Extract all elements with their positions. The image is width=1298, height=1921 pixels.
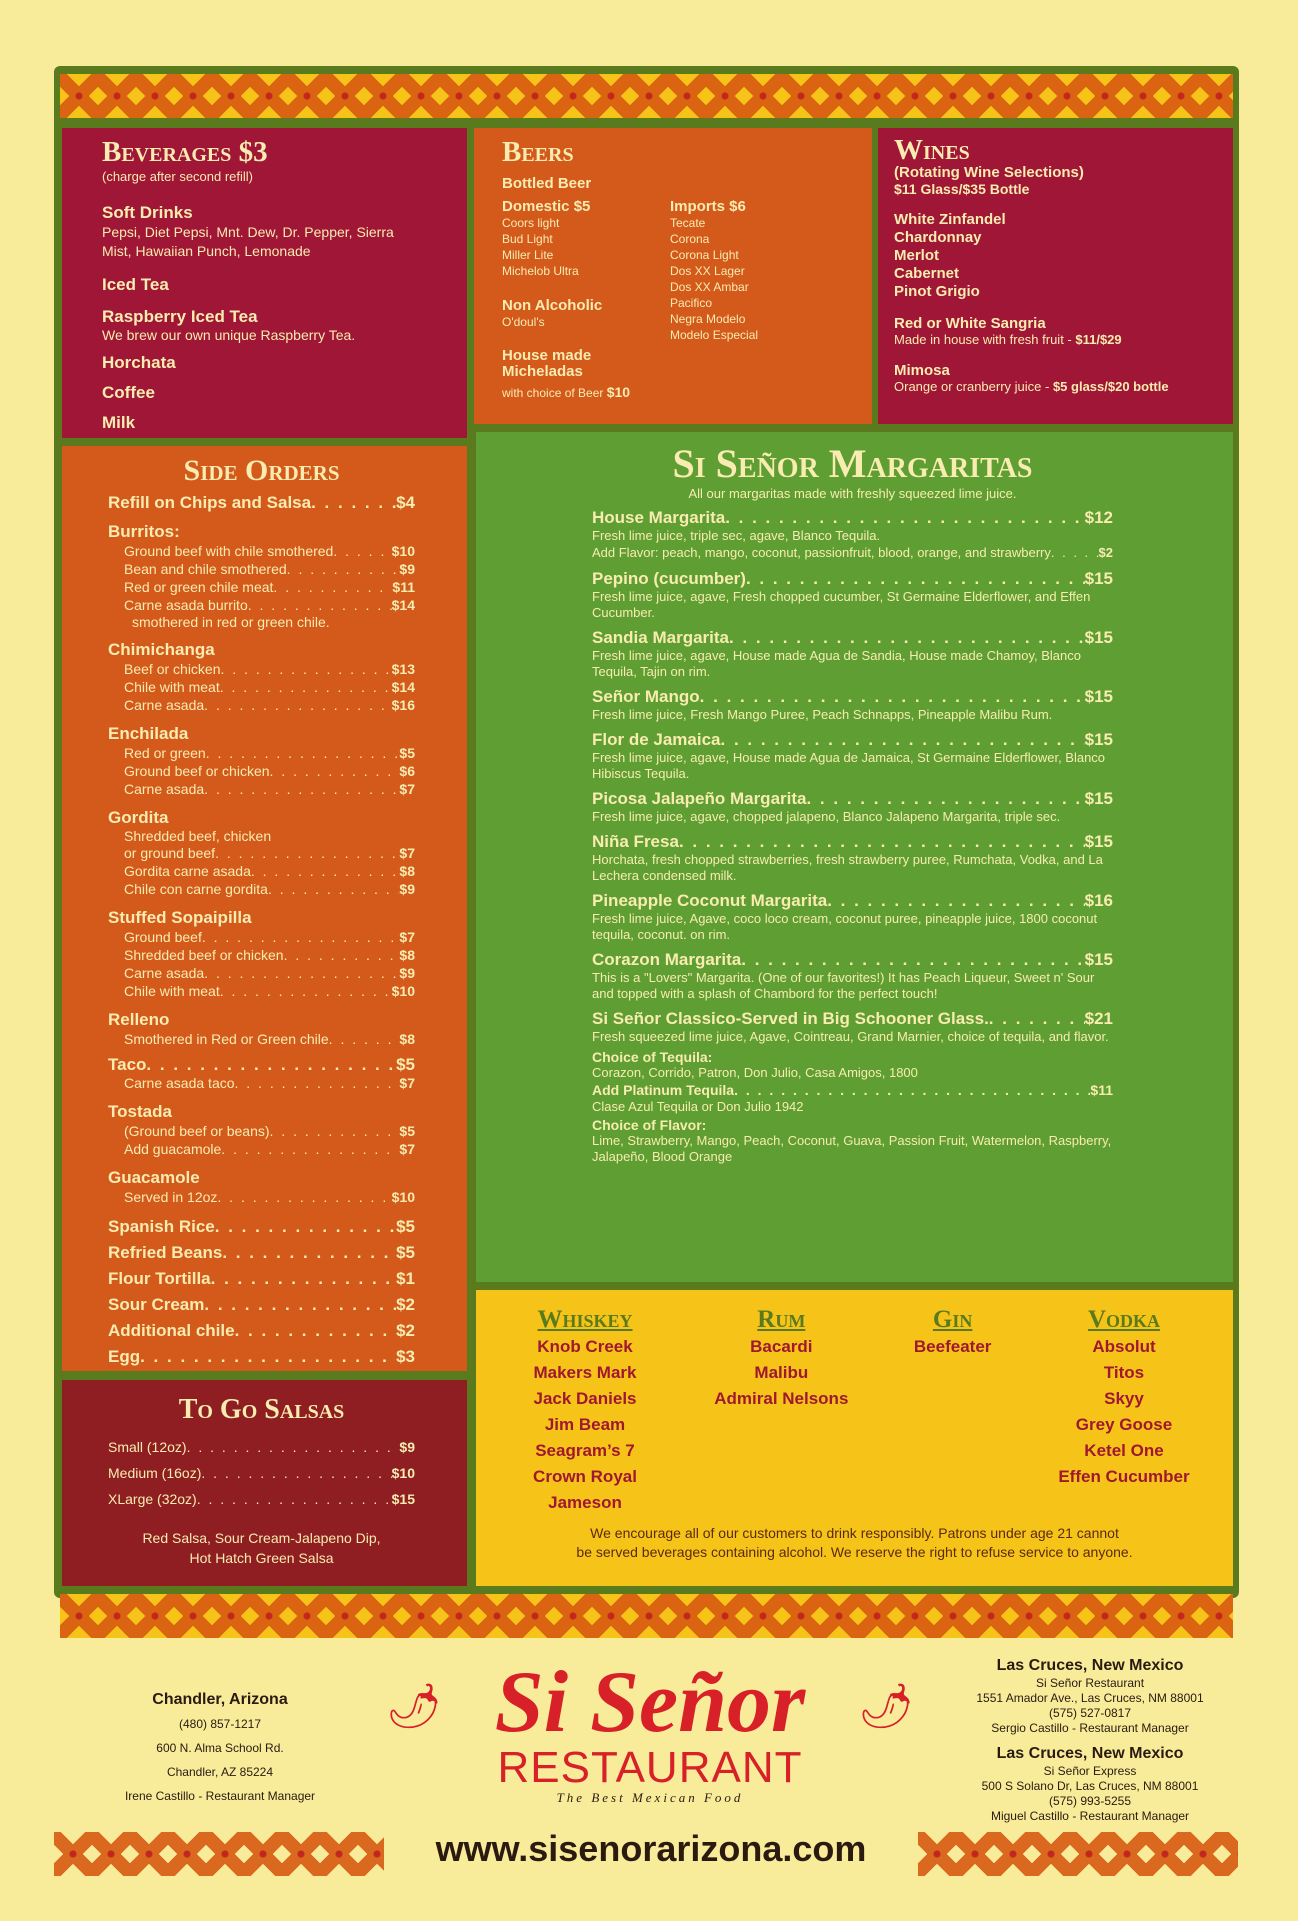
vodka-5: Effen Cucumber bbox=[1058, 1467, 1190, 1486]
margarita-desc: Fresh lime juice, agave, chopped jalapeno, Blanco Jalapeno Margarita, triple sec. bbox=[592, 809, 1061, 824]
margarita-item bbox=[592, 789, 1113, 825]
tostada-heading: Tostada bbox=[108, 1102, 172, 1121]
burrito-row-3: Carne asada burrito . . . $14 bbox=[124, 596, 415, 614]
guac-row: Served in 12oz . . . $10 bbox=[124, 1188, 415, 1206]
choice-flavor: Choice of Flavor: bbox=[592, 1117, 707, 1133]
vodka-2: Skyy bbox=[1104, 1389, 1144, 1408]
platinum-list: Clase Azul Tequila or Don Julio 1942 bbox=[592, 1099, 804, 1114]
tostada-row-0: (Ground beef or beans) . . . $5 bbox=[124, 1122, 415, 1140]
vodka-3: Grey Goose bbox=[1075, 1415, 1173, 1434]
enchilada-heading: Enchilada bbox=[108, 724, 189, 743]
margarita-name: Pepino (cucumber) bbox=[592, 569, 746, 588]
las-cruces-location-2: Las Cruces, New Mexico Si Señor Express 500 S Solano Dr, Las Cruces, NM 88001 (575) 993-5255 Miguel Castillo - Restaurant Manager bbox=[981, 1745, 1199, 1823]
salsa-note-2: Hot Hatch Green Salsa bbox=[189, 1550, 334, 1566]
milk: Milk bbox=[102, 413, 136, 432]
flavor-list: Lime, Strawberry, Mango, Peach, Coconut, Guava, Passion Fruit, Watermelon, Raspberry, Jalapeño, Blood Orange bbox=[592, 1133, 1112, 1164]
sangria-price: $11/$29 bbox=[1075, 332, 1122, 347]
non-alcoholic: Non Alcoholic bbox=[502, 297, 603, 314]
micheladas-price: $10 bbox=[606, 384, 631, 400]
margarita-name: Señor Mango bbox=[592, 687, 700, 706]
sopaipilla-row-1: Shredded beef or chicken . . . $8 bbox=[124, 946, 415, 964]
wines-panel bbox=[878, 128, 1233, 424]
chimi-row-2: Carne asada . . . $16 bbox=[124, 696, 415, 714]
margarita-name: Si Señor Classico-Served in Big Schooner Glass. bbox=[592, 1009, 989, 1028]
beers-title: Beers bbox=[502, 136, 574, 168]
gordita-heading: Gordita bbox=[108, 808, 169, 827]
whiskey-1: Makers Mark bbox=[533, 1363, 637, 1382]
sangria: Red or White Sangria bbox=[894, 315, 1046, 332]
rum-2: Admiral Nelsons bbox=[714, 1389, 849, 1408]
top-decor-band bbox=[60, 74, 1233, 118]
extra-row-0: Spanish Rice . . . $5 bbox=[108, 1214, 415, 1240]
wines-rotating: (Rotating Wine Selections) bbox=[894, 164, 1084, 181]
sopaipilla-heading: Stuffed Sopaipilla bbox=[108, 908, 252, 927]
enchilada-row-2: Carne asada . . . $7 bbox=[124, 780, 415, 798]
tagline: The Best Mexican Food bbox=[556, 1790, 744, 1805]
vodka-1: Titos bbox=[1103, 1363, 1145, 1382]
logo-name: Si Señor bbox=[494, 1654, 806, 1751]
margaritas-subtitle: All our margaritas made with freshly squeezed lime juice. bbox=[688, 486, 1017, 501]
import-0: Tecate bbox=[670, 216, 706, 230]
raspberry-desc: We brew our own unique Raspberry Tea. bbox=[102, 327, 356, 343]
choice-tequila: Choice of Tequila: bbox=[592, 1049, 713, 1065]
whiskey-2: Jack Daniels bbox=[533, 1389, 637, 1408]
taco-row: Taco . . . $5 bbox=[108, 1056, 415, 1074]
platinum-row: Add Platinum Tequila . . . $11 bbox=[592, 1081, 1113, 1099]
margarita-desc: Fresh lime juice, triple sec, agave, Blanco Tequila. bbox=[592, 528, 881, 543]
vodka-title: Vodka bbox=[1087, 1306, 1161, 1333]
extra-row-1: Refried Beans . . . $5 bbox=[108, 1240, 415, 1266]
taco-asada-row: Carne asada taco . . . $7 bbox=[124, 1074, 415, 1092]
margarita-price: $16 bbox=[1084, 891, 1113, 910]
import-5: Pacifico bbox=[670, 296, 713, 310]
whiskey-3: Jim Beam bbox=[544, 1415, 626, 1434]
margarita-item bbox=[592, 508, 1113, 562]
wine-2: Merlot bbox=[894, 247, 939, 264]
burritos-heading: Burritos: bbox=[108, 522, 180, 541]
domestic-1: Bud Light bbox=[502, 232, 553, 246]
margarita-price: $15 bbox=[1084, 687, 1113, 706]
import-6: Negra Modelo bbox=[670, 312, 746, 326]
margarita-item bbox=[592, 950, 1113, 1002]
whiskey-0: Knob Creek bbox=[537, 1337, 633, 1356]
bottled-beer: Bottled Beer bbox=[502, 175, 592, 192]
chimichanga-heading: Chimichanga bbox=[108, 640, 215, 659]
tostada-row-1: Add guacamole . . . $7 bbox=[124, 1140, 415, 1158]
salsa-row-0: Small (12oz) . . . $9 bbox=[108, 1434, 415, 1460]
margarita-item bbox=[592, 1009, 1113, 1045]
relleno-heading: Relleno bbox=[108, 1010, 170, 1029]
margarita-item bbox=[592, 891, 1113, 943]
side-orders-panel bbox=[62, 446, 467, 1371]
rum-1: Malibu bbox=[754, 1363, 809, 1382]
vodka-0: Absolut bbox=[1092, 1337, 1156, 1356]
import-7: Modelo Especial bbox=[670, 328, 759, 342]
margarita-desc: Horchata, fresh chopped strawberries, fresh strawberry puree, Rumchata, Vodka, and La Lechera condensed milk. bbox=[592, 852, 1103, 883]
gordita-row-0: or ground beef . . . $7 bbox=[124, 844, 415, 862]
margarita-desc: Fresh lime juice, agave, House made Agua de Jamaica, St Germaine Elderflower, Blanco Hibiscus Tequila. bbox=[592, 750, 1106, 781]
margarita-price: $21 bbox=[1084, 1009, 1113, 1028]
margarita-price: $15 bbox=[1084, 832, 1113, 851]
margarita-name: Sandia Margarita bbox=[592, 628, 729, 647]
mimosa-desc: Orange or cranberry juice - bbox=[894, 379, 1053, 394]
margarita-name: House Margarita bbox=[592, 508, 726, 527]
soft-drinks: Soft Drinks bbox=[102, 203, 193, 222]
footer-left-band bbox=[54, 1832, 384, 1876]
mimosa-price: $5 glass/$20 bottle bbox=[1052, 379, 1169, 394]
import-4: Dos XX Ambar bbox=[670, 280, 749, 294]
margaritas-title: Si Señor Margaritas bbox=[672, 441, 1033, 486]
margarita-desc: This is a "Lovers" Margarita. (One of our favorites!) It has Peach Liqueur, Sweet n' Sour and topped with a splash of Chambord for the perfect touch! bbox=[592, 970, 1095, 1001]
imports-heading: Imports $6 bbox=[670, 198, 746, 215]
responsibility-notice-1: We encourage all of our customers to drink responsibly. Patrons under age 21 cannot bbox=[590, 1525, 1119, 1541]
chimi-row-0: Beef or chicken . . . $13 bbox=[124, 660, 415, 678]
burrito-row-2: Red or green chile meat . . . $11 bbox=[124, 578, 415, 596]
extra-row-4: Additional chile . . . $2 bbox=[108, 1318, 415, 1344]
chimi-row-1: Chile with meat . . . $14 bbox=[124, 678, 415, 696]
extra-row-2: Flour Tortilla . . . $1 bbox=[108, 1266, 415, 1292]
logo bbox=[380, 1654, 920, 1806]
margarita-price: $15 bbox=[1084, 730, 1113, 749]
micheladas: House made Micheladas bbox=[502, 347, 592, 380]
bottom-decor-band bbox=[60, 1594, 1233, 1638]
salsas-panel bbox=[62, 1380, 467, 1586]
import-1: Corona bbox=[670, 232, 710, 246]
sopaipilla-row-0: Ground beef . . . $7 bbox=[124, 928, 415, 946]
liquor-panel bbox=[476, 1290, 1233, 1586]
wine-1: Chardonnay bbox=[894, 229, 982, 246]
margarita-name: Picosa Jalapeño Margarita bbox=[592, 789, 807, 808]
burrito-row-0: Ground beef with chile smothered . . . $10 bbox=[124, 542, 415, 560]
rum-title: Rum bbox=[757, 1306, 806, 1333]
burrito-note: smothered in red or green chile. bbox=[132, 614, 330, 630]
sopaipilla-row-2: Carne asada . . . $9 bbox=[124, 964, 415, 982]
margarita-desc: Fresh lime juice, Agave, coco loco cream, coconut puree, pineapple juice, 1800 coconut tequila, coconut. on rim. bbox=[592, 911, 1098, 942]
raspberry-tea: Raspberry Iced Tea bbox=[102, 307, 258, 326]
chili-pepper-icon: 🌶 bbox=[386, 1682, 442, 1731]
margarita-price: $15 bbox=[1084, 789, 1113, 808]
website-link[interactable]: www.sisenorarizona.com bbox=[435, 1828, 867, 1869]
footer-right-band bbox=[918, 1832, 1238, 1876]
sangria-desc: Made in house with fresh fruit - bbox=[894, 332, 1076, 347]
coffee: Coffee bbox=[102, 383, 155, 402]
margarita-extra: Add Flavor: peach, mango, coconut, passionfruit, blood, orange, and strawberry . . . $2 bbox=[592, 544, 1113, 562]
burrito-row-1: Bean and chile smothered . . . $9 bbox=[124, 560, 415, 578]
domestic-2: Miller Lite bbox=[502, 248, 554, 262]
gordita-row-1: Gordita carne asada . . . $8 bbox=[124, 862, 415, 880]
odouls: O'doul's bbox=[502, 315, 545, 329]
refill-row: Refill on Chips and Salsa . . . $4 bbox=[108, 494, 415, 512]
extra-row-6 bbox=[108, 1370, 415, 1371]
import-3: Dos XX Lager bbox=[670, 264, 745, 278]
chandler-location: Chandler, Arizona (480) 857-1217 600 N. Alma School Rd. Chandler, AZ 85224 Irene Castillo - Restaurant Manager bbox=[124, 1691, 316, 1803]
soft-drinks-list: Pepsi, Diet Pepsi, Mnt. Dew, Dr. Pepper, Sierra Mist, Hawaiian Punch, Lemonade bbox=[102, 224, 394, 259]
import-2: Corona Light bbox=[670, 248, 739, 262]
beverages-panel bbox=[62, 128, 467, 438]
extra-row-3: Sour Cream . . . $2 bbox=[108, 1292, 415, 1318]
whiskey-title: Whiskey bbox=[537, 1306, 633, 1333]
tequila-list: Corazon, Corrido, Patron, Don Julio, Casa Amigos, 1800 bbox=[592, 1065, 918, 1080]
margarita-item bbox=[592, 687, 1113, 723]
micheladas-desc: with choice of Beer bbox=[502, 386, 607, 400]
domestic-heading: Domestic $5 bbox=[502, 198, 591, 215]
whiskey-6: Jameson bbox=[548, 1493, 622, 1512]
margarita-list bbox=[592, 508, 1113, 1045]
salsa-note-1: Red Salsa, Sour Cream-Jalapeno Dip, bbox=[142, 1530, 381, 1546]
gin-0: Beefeater bbox=[913, 1337, 992, 1356]
domestic-3: Michelob Ultra bbox=[502, 264, 579, 278]
margarita-name: Flor de Jamaica bbox=[592, 730, 721, 749]
salsa-row-2: XLarge (32oz) . . . $15 bbox=[108, 1486, 415, 1512]
las-cruces-location-1: Las Cruces, New Mexico Si Señor Restaurant 1551 Amador Ave., Las Cruces, NM 88001 (575) 527-0817 Sergio Castillo - Restaurant Manager bbox=[976, 1657, 1204, 1735]
margarita-price: $15 bbox=[1084, 569, 1113, 588]
whiskey-5: Crown Royal bbox=[533, 1467, 637, 1486]
margarita-item bbox=[592, 569, 1113, 621]
margarita-price: $15 bbox=[1084, 628, 1113, 647]
margarita-name: Pineapple Coconut Margarita bbox=[592, 891, 828, 910]
side-orders-title: Side Orders bbox=[183, 454, 340, 487]
beverages-note: (charge after second refill) bbox=[102, 169, 254, 184]
margarita-price: $12 bbox=[1084, 508, 1113, 527]
enchilada-row-1: Ground beef or chicken . . . $6 bbox=[124, 762, 415, 780]
rum-0: Bacardi bbox=[750, 1337, 813, 1356]
sopaipilla-row-3: Chile with meat . . . $10 bbox=[124, 982, 415, 1000]
guacamole-heading: Guacamole bbox=[108, 1168, 200, 1187]
gordita-note: Shredded beef, chicken bbox=[124, 828, 272, 844]
margarita-item bbox=[592, 628, 1113, 680]
enchilada-row-0: Red or green . . . $5 bbox=[124, 744, 415, 762]
responsibility-notice-2: be served beverages containing alcohol. We reserve the right to refuse service to anyone. bbox=[576, 1544, 1133, 1560]
wines-title: Wines bbox=[894, 134, 970, 166]
vodka-4: Ketel One bbox=[1084, 1441, 1164, 1460]
iced-tea: Iced Tea bbox=[102, 275, 169, 294]
whiskey-4: Seagram’s 7 bbox=[535, 1441, 635, 1460]
wines-price: $11 Glass/$35 Bottle bbox=[894, 181, 1030, 197]
gordita-row-2: Chile con carne gordita . . . $9 bbox=[124, 880, 415, 898]
wine-0: White Zinfandel bbox=[894, 211, 1006, 228]
margarita-name: Niña Fresa bbox=[592, 832, 679, 851]
horchata: Horchata bbox=[102, 353, 176, 372]
margarita-desc: Fresh squeezed lime juice, Agave, Cointreau, Grand Marnier, choice of tequila, and flavor. bbox=[592, 1029, 1109, 1044]
domestic-0: Coors light bbox=[502, 216, 560, 230]
margaritas-panel bbox=[476, 432, 1233, 1282]
wine-3: Cabernet bbox=[894, 265, 960, 282]
margarita-item bbox=[592, 730, 1113, 782]
margarita-desc: Fresh lime juice, Fresh Mango Puree, Peach Schnapps, Pineapple Malibu Rum. bbox=[592, 707, 1053, 722]
margarita-item bbox=[592, 832, 1113, 884]
margarita-desc: Fresh lime juice, agave, Fresh chopped cucumber, St Germaine Elderflower, and Effen Cucumber. bbox=[592, 589, 1091, 620]
chili-pepper-icon: 🌶 bbox=[858, 1682, 914, 1731]
beverages-title: Beverages $3 bbox=[102, 136, 268, 168]
salsas-title: To Go Salsas bbox=[178, 1394, 345, 1425]
mimosa: Mimosa bbox=[894, 362, 950, 379]
margarita-price: $15 bbox=[1084, 950, 1113, 969]
margarita-desc: Fresh lime juice, agave, House made Agua de Sandia, House made Chamoy, Blanco Tequila, Tajin on rim. bbox=[592, 648, 1081, 679]
salsa-row-1: Medium (16oz) . . . $10 bbox=[108, 1460, 415, 1486]
relleno-row: Smothered in Red or Green chile . . . $8 bbox=[124, 1030, 415, 1048]
margarita-name: Corazon Margarita bbox=[592, 950, 742, 969]
logo-word: RESTAURANT bbox=[497, 1743, 803, 1792]
wine-4: Pinot Grigio bbox=[894, 283, 980, 300]
extra-row-5: Egg . . . $3 bbox=[108, 1344, 415, 1370]
gin-title: Gin bbox=[932, 1306, 973, 1333]
beers-panel bbox=[474, 128, 872, 424]
